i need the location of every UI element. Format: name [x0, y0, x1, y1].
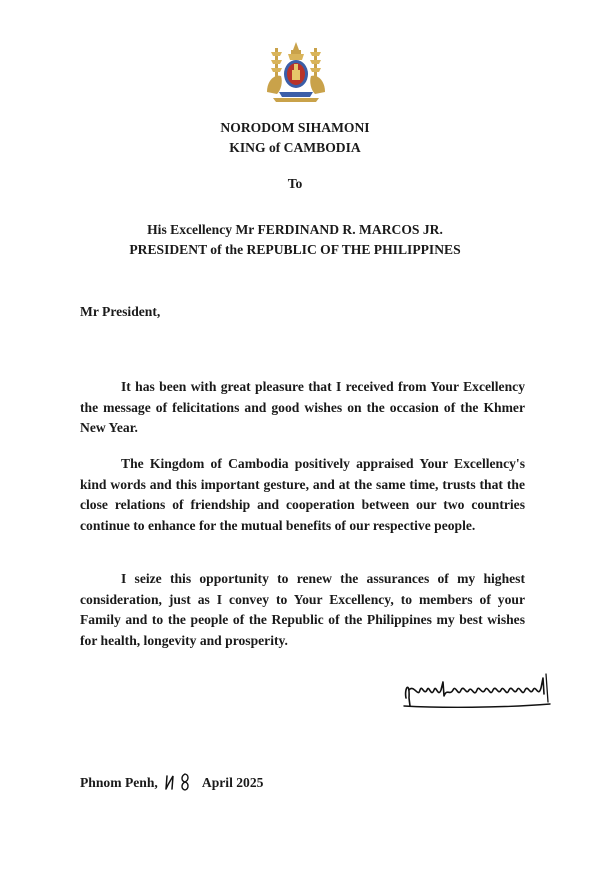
sender-title: KING of CAMBODIA — [229, 140, 361, 155]
sender-block — [0, 118, 590, 158]
sender-name: NORODOM SIHAMONI — [220, 120, 370, 135]
paragraph-1: It has been with great pleasure that I received from Your Excellency the message of felicitations and good wishes on the occasion of the Khmer New Year. — [80, 379, 525, 435]
closing-place: Phnom Penh, — [80, 775, 158, 790]
recipient-block — [0, 220, 590, 260]
recipient-line-2: PRESIDENT of the REPUBLIC OF THE PHILIPPINES — [129, 242, 461, 257]
royal-coat-of-arms-icon — [261, 40, 331, 106]
paragraph-3: I seize this opportunity to renew the assurances of my highest consideration, just as I convey to Your Excellency, to members of your Family and to the people of the Republic of the Philippines my best wishes for health, longevity and prosperity. — [80, 571, 525, 648]
recipient-line-1: His Excellency Mr FERDINAND R. MARCOS JR. — [147, 222, 443, 237]
closing-dateline — [80, 772, 263, 792]
handwritten-signature-icon — [400, 668, 556, 716]
paragraph-2: The Kingdom of Cambodia positively appraised Your Excellency's kind words and this important gesture, and at the same time, trusts that the close relations of friendship and cooperation between our two countries continue to enhance for the mutual benefits of our respective people. — [80, 456, 525, 533]
handwritten-day-icon — [161, 772, 199, 792]
closing-month-year: April 2025 — [201, 775, 264, 790]
salutation: Mr President, — [80, 304, 161, 319]
to-label: To — [287, 176, 303, 191]
